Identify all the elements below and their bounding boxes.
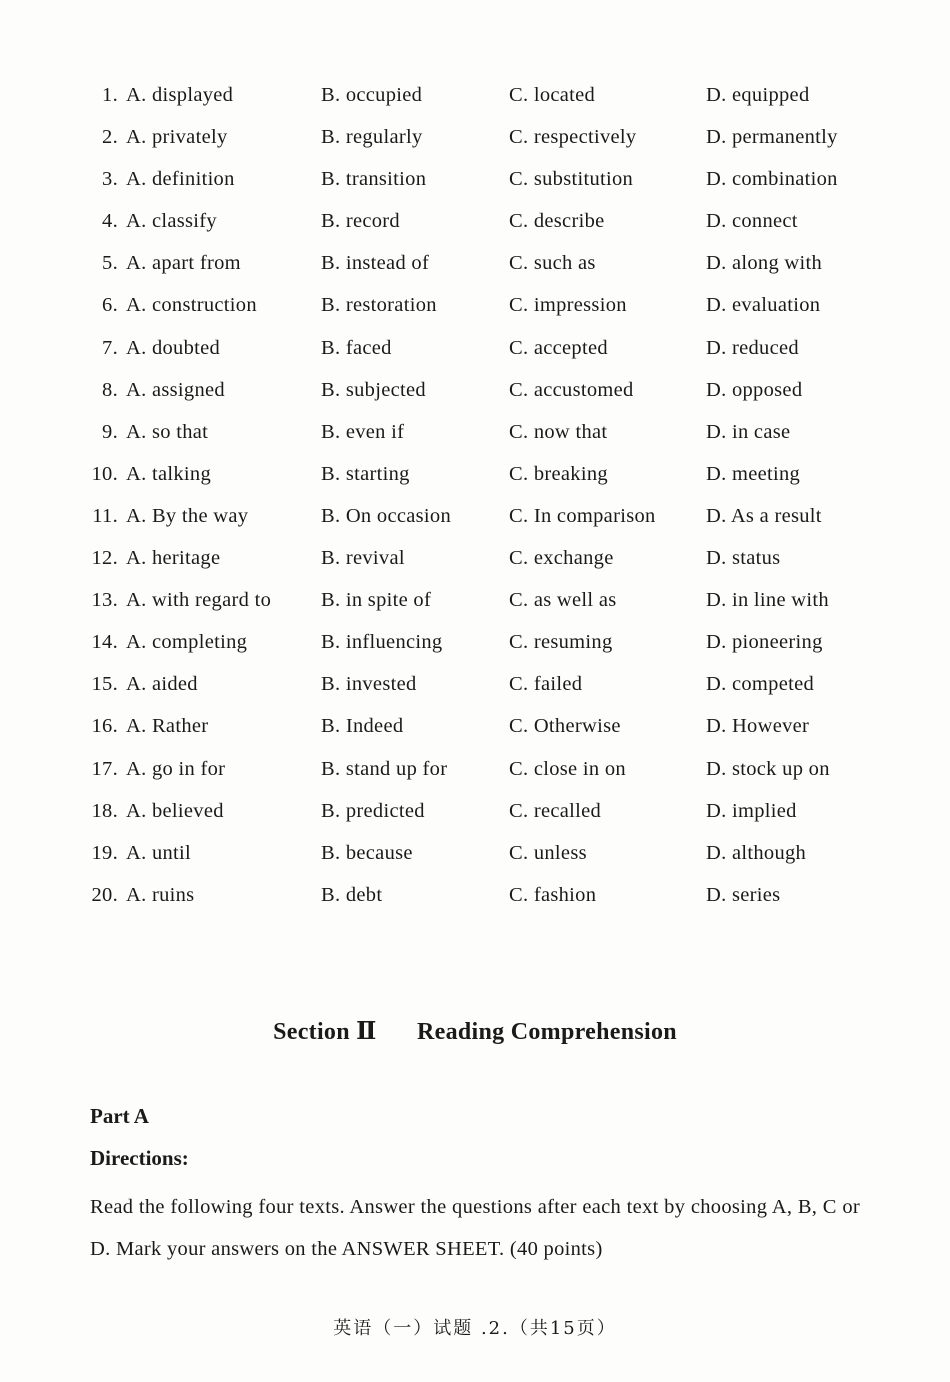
option-c: C. failed — [509, 673, 583, 696]
option-d: D. status — [706, 547, 781, 570]
option-d: D. As a result — [706, 504, 822, 527]
question-number: 10. — [91, 462, 118, 485]
option-a: A. believed — [126, 799, 224, 822]
question-number: 12. — [91, 547, 118, 570]
question-row — [0, 84, 950, 126]
option-b: B. because — [321, 841, 413, 864]
option-c: C. as well as — [509, 589, 617, 612]
option-b: B. in spite of — [321, 589, 432, 612]
section-heading — [0, 1016, 950, 1046]
option-b: B. even if — [321, 420, 405, 443]
question-row — [0, 379, 950, 421]
option-b: B. occupied — [321, 84, 423, 106]
page-footer: 英语（一）试题 .2.（共15页） — [333, 1318, 617, 1339]
option-a: A. apart from — [126, 252, 241, 275]
question-row — [0, 421, 950, 463]
part-heading: Part A — [90, 1104, 149, 1128]
option-d: D. in case — [706, 420, 791, 443]
question-number: 13. — [91, 589, 118, 612]
section-title: Reading Comprehension — [417, 1019, 677, 1045]
question-number: 2. — [102, 126, 118, 149]
option-a: A. talking — [126, 462, 211, 485]
option-a: A. construction — [126, 294, 257, 317]
option-b: B. starting — [321, 462, 410, 485]
option-a: A. heritage — [126, 547, 221, 570]
question-row — [0, 547, 950, 589]
option-b: B. stand up for — [321, 757, 448, 780]
option-c: C. recalled — [509, 799, 602, 822]
option-a: A. ruins — [126, 883, 195, 906]
question-number: 3. — [102, 168, 118, 191]
question-row — [0, 715, 950, 757]
question-list — [0, 84, 950, 926]
option-a: A. definition — [126, 168, 235, 191]
question-number: 16. — [91, 715, 118, 738]
option-b: B. restoration — [321, 294, 437, 317]
option-d: D. evaluation — [706, 294, 821, 317]
option-d: D. stock up on — [706, 757, 830, 780]
question-number: 18. — [91, 799, 118, 822]
option-a: A. with regard to — [126, 589, 272, 612]
option-c: C. such as — [509, 252, 596, 275]
option-b: B. Indeed — [321, 715, 404, 738]
question-number: 14. — [91, 631, 118, 654]
question-row — [0, 168, 950, 210]
question-row — [0, 673, 950, 715]
question-row — [0, 505, 950, 547]
question-row — [0, 758, 950, 800]
directions-heading: Directions: — [90, 1146, 189, 1170]
option-d: D. reduced — [706, 336, 799, 359]
section-label: Section Ⅱ — [273, 1019, 377, 1045]
option-b: B. debt — [321, 883, 383, 906]
question-row — [0, 463, 950, 505]
question-number: 9. — [102, 420, 118, 443]
question-row — [0, 842, 950, 884]
option-b: B. faced — [321, 336, 392, 359]
option-d: D. However — [706, 715, 810, 738]
option-b: B. record — [321, 210, 400, 233]
question-number: 4. — [102, 210, 118, 233]
option-d: D. in line with — [706, 589, 829, 612]
directions-text: Read the following four texts. Answer the questions after each text by choosing A, B, C or D. Mark your answers on the ANSWER SHEET. (40 points) — [90, 1196, 860, 1260]
option-a: A. Rather — [126, 715, 209, 738]
question-row — [0, 589, 950, 631]
question-row — [0, 800, 950, 842]
option-c: C. fashion — [509, 883, 597, 906]
option-c: C. respectively — [509, 126, 637, 149]
question-number: 11. — [92, 504, 118, 527]
question-number: 19. — [91, 841, 118, 864]
question-row — [0, 126, 950, 168]
option-a: A. classify — [126, 210, 217, 233]
option-c: C. substitution — [509, 168, 634, 191]
question-number: 5. — [102, 252, 118, 275]
option-d: D. series — [706, 883, 781, 906]
question-row — [0, 631, 950, 673]
option-d: D. along with — [706, 252, 823, 275]
option-a: A. privately — [126, 126, 228, 149]
option-d: D. opposed — [706, 378, 803, 401]
option-c: C. now that — [509, 420, 608, 443]
option-b: B. transition — [321, 168, 427, 191]
question-number: 17. — [91, 757, 118, 780]
option-c: C. close in on — [509, 757, 626, 780]
option-c: C. exchange — [509, 547, 614, 570]
option-d: D. combination — [706, 168, 838, 191]
option-c: C. impression — [509, 294, 627, 317]
question-row — [0, 884, 950, 926]
option-d: D. meeting — [706, 462, 801, 485]
option-d: D. pioneering — [706, 631, 823, 654]
option-b: B. revival — [321, 547, 405, 570]
option-a: A. By the way — [126, 504, 249, 527]
option-c: C. describe — [509, 210, 605, 233]
option-d: D. implied — [706, 799, 797, 822]
question-row — [0, 210, 950, 252]
option-c: C. accepted — [509, 336, 608, 359]
option-b: B. invested — [321, 673, 417, 696]
question-number: 1. — [102, 84, 118, 106]
question-number: 7. — [102, 336, 118, 359]
option-c: C. located — [509, 84, 596, 106]
option-b: B. instead of — [321, 252, 430, 275]
question-row — [0, 337, 950, 379]
option-d: D. although — [706, 841, 807, 864]
option-c: C. resuming — [509, 631, 613, 654]
option-d: D. equipped — [706, 84, 810, 106]
option-a: A. assigned — [126, 378, 225, 401]
option-a: A. doubted — [126, 336, 221, 359]
option-d: D. permanently — [706, 126, 838, 149]
option-d: D. connect — [706, 210, 798, 233]
option-d: D. competed — [706, 673, 815, 696]
question-row — [0, 294, 950, 336]
option-a: A. until — [126, 841, 192, 864]
option-b: B. On occasion — [321, 504, 452, 527]
option-b: B. regularly — [321, 126, 423, 149]
option-c: C. Otherwise — [509, 715, 621, 738]
option-c: C. breaking — [509, 462, 608, 485]
option-b: B. influencing — [321, 631, 443, 654]
question-number: 8. — [102, 378, 118, 401]
option-a: A. go in for — [126, 757, 226, 780]
option-b: B. predicted — [321, 799, 425, 822]
option-c: C. accustomed — [509, 378, 634, 401]
question-number: 15. — [91, 673, 118, 696]
option-b: B. subjected — [321, 378, 426, 401]
question-number: 6. — [102, 294, 118, 317]
option-c: C. unless — [509, 841, 587, 864]
option-a: A. aided — [126, 673, 198, 696]
option-a: A. displayed — [126, 84, 234, 106]
option-c: C. In comparison — [509, 504, 656, 527]
option-a: A. so that — [126, 420, 209, 443]
option-a: A. completing — [126, 631, 248, 654]
question-row — [0, 252, 950, 294]
question-number: 20. — [91, 883, 118, 906]
